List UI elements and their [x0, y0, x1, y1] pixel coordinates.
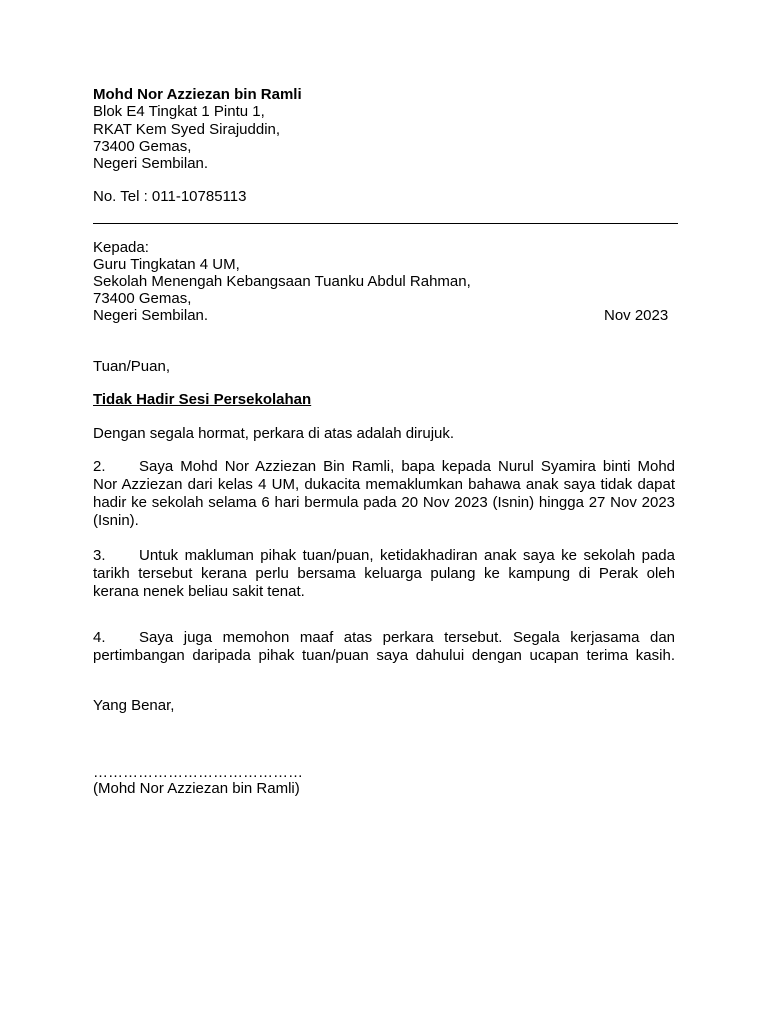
- sender-block: [93, 86, 302, 172]
- recipient-heading: Kepada:: [93, 239, 149, 256]
- letter-date: Nov 2023: [604, 307, 669, 324]
- sender-address-line: RKAT Kem Syed Sirajuddin,: [93, 120, 281, 138]
- sender-name: Mohd Nor Azziezan bin Ramli: [93, 86, 302, 103]
- recipient-line: Guru Tingkatan 4 UM,: [93, 256, 240, 273]
- paragraph-3: [93, 547, 675, 601]
- paragraph-line: pertimbangan daripada pihak tuan/puan saya dahului dengan ucapan terima kasih.: [93, 647, 675, 664]
- paragraph-number: 2.: [93, 458, 106, 475]
- paragraph-2: [93, 458, 675, 530]
- sender-address-line: 73400 Gemas,: [93, 137, 192, 155]
- paragraph-4: [93, 629, 675, 665]
- signature-dots: ……………………………………: [93, 764, 303, 781]
- paragraph-line: hadir ke sekolah selama 6 hari bermula pada 20 Nov 2023 (Isnin) hingga 27 Nov 2023: [93, 494, 675, 511]
- paragraph-line: kerana nenek beliau sakit tenat.: [93, 583, 305, 600]
- closing: Yang Benar,: [93, 697, 175, 714]
- recipient-block: [93, 239, 471, 324]
- paragraph-line: Untuk makluman pihak tuan/puan, ketidakhadiran anak saya ke sekolah pada: [139, 547, 675, 564]
- paragraph-number: 3.: [93, 547, 106, 564]
- recipient-line: Negeri Sembilan.: [93, 307, 209, 324]
- paragraph-line: (Isnin).: [93, 512, 139, 529]
- recipient-line: Sekolah Menengah Kebangsaan Tuanku Abdul Rahman,: [93, 273, 471, 290]
- header-divider: [93, 223, 678, 224]
- paragraph-line: Nor Azziezan dari kelas 4 UM, dukacita memaklumkan bahawa anak saya tidak dapat: [93, 476, 675, 493]
- recipient-line: 73400 Gemas,: [93, 290, 192, 307]
- paragraph-line: tarikh tersebut kerana perlu bersama keluarga pulang ke kampung di Perak oleh: [93, 565, 675, 582]
- sender-address-line: Negeri Sembilan.: [93, 155, 209, 172]
- sender-address-line: Blok E4 Tingkat 1 Pintu 1,: [93, 103, 265, 121]
- subject-heading: Tidak Hadir Sesi Persekolahan: [93, 391, 312, 408]
- sender-phone: No. Tel : 011-10785113: [93, 188, 247, 205]
- paragraph-line: Saya Mohd Nor Azziezan Bin Ramli, bapa kepada Nurul Syamira binti Mohd: [139, 458, 675, 475]
- opening-line: Dengan segala hormat, perkara di atas adalah dirujuk.: [93, 425, 455, 442]
- salutation: Tuan/Puan,: [93, 358, 170, 375]
- paragraph-line: Saya juga memohon maaf atas perkara tersebut. Segala kerjasama dan: [139, 629, 675, 646]
- paragraph-number: 4.: [93, 629, 106, 646]
- signature-name: (Mohd Nor Azziezan bin Ramli): [93, 780, 300, 797]
